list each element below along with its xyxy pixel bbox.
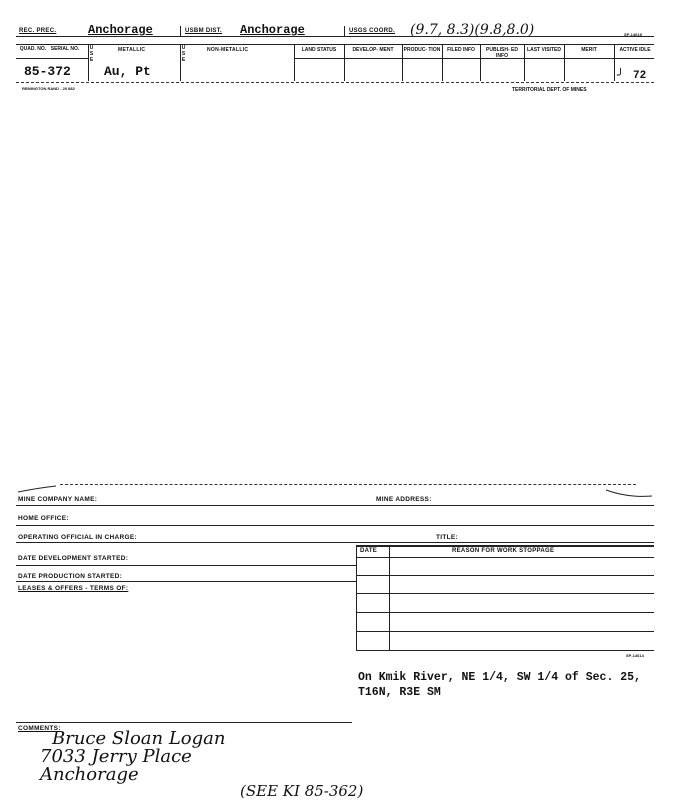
handwritten-name: Bruce Sloan Logan <box>52 728 226 749</box>
development-label: DEVELOP- MENT <box>352 47 394 53</box>
usgs-coord-label: USGS COORD. <box>349 28 395 34</box>
table-row-rule <box>356 593 654 594</box>
merit-label: MERIT <box>581 47 597 53</box>
filed-info-label: FILED INFO <box>447 47 475 53</box>
row-rule <box>16 525 654 526</box>
non-metallic-label: NON-METALLIC <box>207 47 249 53</box>
active-idle-check-icon: ╯ <box>617 68 625 82</box>
table-row-rule <box>356 575 654 576</box>
handwritten-street: 7033 Jerry Place <box>40 746 192 767</box>
divider <box>294 44 295 81</box>
active-idle-value: 72 <box>633 70 647 82</box>
date-column-divider <box>389 545 390 650</box>
form-code: SP-14618 <box>624 32 642 37</box>
leases-label: LEASES & OFFERS - TERMS OF: <box>18 585 129 592</box>
mine-company-label: MINE COMPANY NAME: <box>18 496 98 503</box>
metals-value: Au, Pt <box>104 64 151 79</box>
mine-address-label: MINE ADDRESS: <box>376 496 432 503</box>
footer-right: TERRITORIAL DEPT. OF MINES <box>512 87 587 93</box>
table-bottom-rule <box>356 650 654 651</box>
rec-prec-value: Anchorage <box>88 23 153 37</box>
row-rule <box>16 565 356 566</box>
pen-stroke-icon <box>604 486 654 500</box>
table-top-rule <box>356 545 654 547</box>
form-code-2: SP-14614 <box>626 653 644 658</box>
operating-official-label: OPERATING OFFICIAL IN CHARGE: <box>18 534 137 541</box>
date-production-label: DATE PRODUCTION STARTED: <box>18 573 123 580</box>
title-label: TITLE: <box>436 534 459 541</box>
active-idle-label: ACTIVE IDLE <box>619 47 651 53</box>
location-line-2: T16N, R3E SM <box>358 686 441 699</box>
serial-value: 85-372 <box>24 64 71 79</box>
card-bottom-rule <box>16 82 654 83</box>
footer-left: REMINGTON RAND - 20 882 <box>22 86 75 91</box>
reason-column-header: REASON FOR WORK STOPPAGE <box>452 548 555 554</box>
last-visited-label: LAST VISITED <box>527 47 561 53</box>
table-row-rule <box>356 557 654 558</box>
usbm-dist-label: USBM DIST. <box>185 28 223 34</box>
quad-no-label: QUAD. NO. <box>19 46 47 52</box>
date-development-label: DATE DEVELOPMENT STARTED: <box>18 555 129 562</box>
usgs-coord-value: (9.7, 8.3)(9.8,8.0) <box>410 22 535 38</box>
location-line-1: On Kmik River, NE 1/4, SW 1/4 of Sec. 25, <box>358 671 641 684</box>
table-row-rule <box>356 612 654 613</box>
comments-label: COMMENTS: <box>18 725 61 732</box>
column-rule <box>16 58 88 59</box>
divider <box>180 26 181 36</box>
row-rule <box>16 581 356 582</box>
header-bottom-rule <box>16 44 654 45</box>
row-rule <box>16 542 654 543</box>
use-right-label: U S E <box>181 45 186 63</box>
divider <box>344 44 345 81</box>
published-info-label: PUBLISH- ED INFO <box>486 47 518 59</box>
serial-no-label: SERIAL NO. <box>50 46 80 52</box>
handwritten-city: Anchorage <box>40 764 139 785</box>
divider <box>344 26 345 36</box>
production-label: PRODUC- TION <box>403 47 441 53</box>
metallic-label: METALLIC <box>118 47 146 53</box>
pen-stroke-icon <box>18 484 58 494</box>
row-rule <box>16 505 654 506</box>
home-office-label: HOME OFFICE: <box>18 515 69 522</box>
rec-prec-label: REC. PREC. <box>19 28 57 34</box>
usbm-dist-value: Anchorage <box>240 23 305 37</box>
date-column-header: DATE <box>360 548 378 554</box>
table-left-rule <box>356 545 357 650</box>
land-status-label: LAND STATUS <box>301 47 337 53</box>
comments-rule <box>16 722 352 723</box>
section-separator <box>60 484 636 485</box>
column-rule <box>294 58 654 59</box>
use-left-label: U S E <box>89 45 94 63</box>
see-reference-note: (SEE KI 85-362) <box>240 782 364 800</box>
table-row-rule <box>356 631 654 632</box>
